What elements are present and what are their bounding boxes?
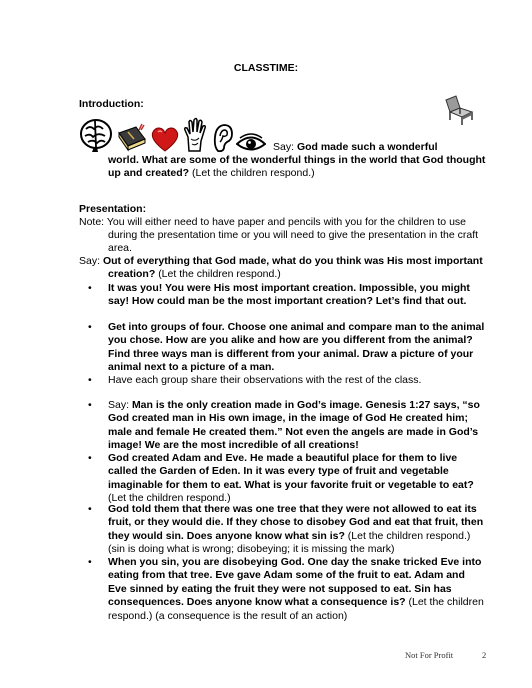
bullet-line [108,426,478,439]
intro-say-label: Say: [273,141,295,153]
bullet-plain-text: (Let the children respond.) [108,492,231,505]
bullet-bold-text: When you sin, you are disobeying God. One day the snake tricked Eve into [108,556,482,568]
note-line-3: area. [108,242,132,254]
intro-say-line3: up and created? [108,167,190,179]
bullet-plain-text: respond.) (a consequence is the result of an action) [108,609,348,622]
bullet-line [108,295,466,308]
bullet-bold-text: consequences. Does anyone know what a consequence is? [108,596,406,609]
bullet-line [108,556,481,569]
bullet-bold-text: say! How could man be the most important creation? Let’s find that out. [108,295,467,308]
bullet-marker: • [88,399,92,411]
pres-say-line2: creation? [108,268,156,280]
bullet-line [108,530,470,543]
bullet-line [108,465,449,478]
bullet-line [108,321,484,334]
bullet-marker: • [88,452,92,464]
intro-say-response: (Let the children respond.) [192,167,315,179]
bullet-bold-text: called the Garden of Eden. In it was every type of fruit and vegetable [108,465,449,478]
bullet-plain-text: (sin is doing what is wrong; disobeying; it is missing the mark) [108,543,395,556]
bullet-bold-text: It was you! You were His most important creation. Impossible, you might [108,282,470,294]
bullet-marker: • [88,282,92,294]
note-line-1: Note: You will either need to have paper and pencils with you for the children to use [79,216,466,228]
bullet-bold-text: fruit, or they would die. If they chose to disobey God and eat that fruit, then [108,516,484,529]
bullet-plain-text: Say: [108,399,132,411]
bible-icon [116,123,148,158]
bullet-line [108,583,452,596]
page-number: 2 [482,650,487,660]
bullet-bold-text: Get into groups of four. Choose one animal and compare man to the animal [108,321,485,333]
bullet-line [108,543,395,556]
intro-say-line1: God made such a wonderful [296,141,438,153]
bullet-marker: • [88,321,92,333]
bullet-bold-text: Man is the only creation made in God’s image. Genesis 1:27 says, “so [131,399,480,411]
note-line-2: during the presentation time or you will need to give the presentation in the craft [108,229,479,241]
bullet-line [108,361,274,374]
bullet-line [108,569,465,582]
intro-say-line2: world. What are some of the wonderful things in the world that God thought [108,154,486,166]
senses-icons [78,118,266,158]
bullet-line [108,516,483,529]
bullet-bold-text: you chose. How are you alike and how are you different from the animal? [108,334,473,347]
bullet-bold-text: imaginable for them to eat. What is your favorite fruit or vegetable to eat? [108,478,474,491]
bullet-bold-text: animal next to a picture of a man. [108,361,275,374]
bullet-line [108,452,457,465]
bullet-line [108,334,473,347]
bullet-line [108,596,484,609]
brain-icon [78,117,114,158]
pres-say-line1: Out of everything that God made, what do you think was His most important [102,255,483,267]
bullet-marker: • [88,374,92,386]
bullet-line [108,348,473,361]
bullet-bold-text: God created man in His own image, in the image of God He created him; [108,412,468,425]
bullet-marker: • [88,556,92,568]
bullet-line [108,282,470,295]
chair-icon [442,94,476,131]
bullet-line [108,399,480,412]
presentation-heading: Presentation: [79,203,147,215]
pres-say-response: (Let the children respond.) [158,268,281,280]
introduction-heading: Introduction: [79,98,144,110]
bullet-plain-text: (Let the children [405,596,484,609]
bullet-bold-text: God created Adam and Eve. He made a beautiful place for them to live [108,452,458,464]
ear-icon [212,123,234,158]
bullet-bold-text: eating from that tree. Eve gave Adam some of the fruit to eat. Adam and [108,569,465,582]
bullet-plain-text: (Let the children respond.) [344,529,471,542]
bullet-line [108,479,474,492]
bullet-plain-text: Have each group share their observations with the rest of the class. [108,374,422,386]
bullet-bold-text: Find three ways man is different from your animal. Draw a picture of your [108,347,474,360]
footer-text: Not For Profit [405,650,454,660]
pres-say-label: Say: [79,255,101,267]
bullet-line [108,503,477,516]
bullet-bold-text: male and female He created them.” Not even the angels are made in God’s [108,425,479,438]
bullet-line [108,610,347,623]
bullet-bold-text: image! We are the most incredible of all creations! [108,439,359,452]
bullet-bold-text: God told them that there was one tree that they were not allowed to eat its [108,503,477,515]
bullet-bold-text: Eve sinned by eating the fruit they were not supposed to eat. Sin has [108,582,452,595]
bullet-marker: • [88,503,92,515]
page-title: CLASSTIME: [233,62,299,74]
hand-icon [182,117,210,158]
bullet-bold-text: they would sin. Does anyone know what sin is? [108,529,345,542]
bullet-line [108,412,468,425]
bullet-line [108,374,421,387]
bullet-line [108,439,359,452]
